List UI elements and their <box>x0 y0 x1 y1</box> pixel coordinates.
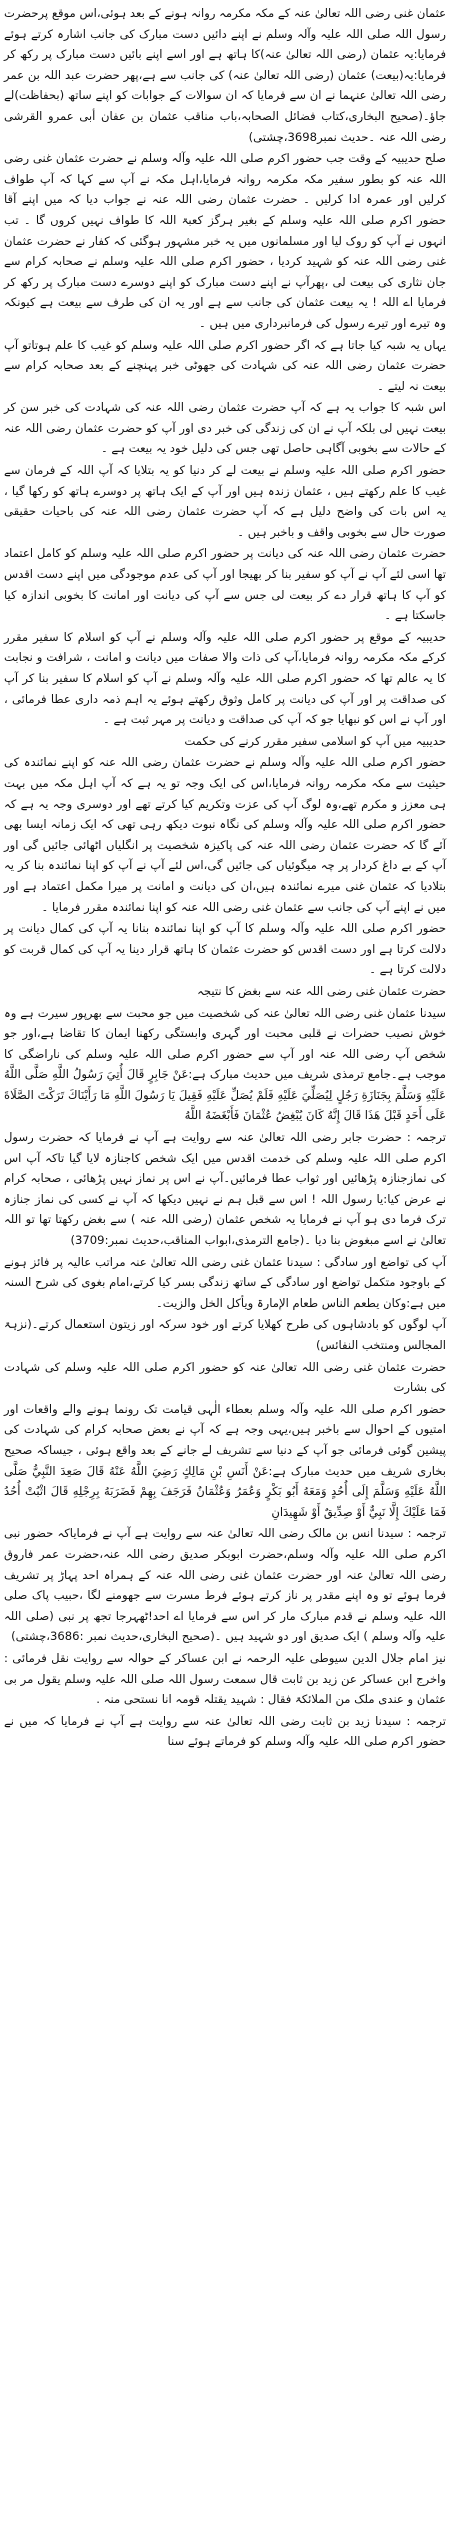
paragraph-wisdom: حضور اکرم صلی اللہ علیہ وآلہ وسلم نے حضرت عثمان رضی اللہ عنہ کو اپنے نمائندہ کی حیثیت سے مکہ مکرمہ روانہ فرمایا،اس کی ایک وجہ تو یہ ہے کہ آپ اہل مکہ میں بہت ہی معزز و مکرم تھے،وہ لوگ آپ کی عزت وتکریم کیا کرتے تھے اور دوسری وجہ یہ ہے کہ حضور اکرم صلی اللہ علیہ وآلہ وسلم کی نگاہ نبوت دیکھ رہی تھی کہ ایک زمانہ ایسا بھی آئے گا کہ حضرت عثمان رضی اللہ عنہ کی پاکیزہ شخصیت پر انگلیاں اٹھائی جائیں گی اور آپ کے بے داغ کردار پر چہ میگوئیاں کی جائیں گی،اس لئے آپ نے آپ کو اپنا نمائندہ بنا کر یہ بتلادیا کہ عثمان غنی میرے نمائندہ ہیں،ان کی دیانت و امانت پر میرا مکمل اعتماد ہے اور میں نے اپنے آپ کی جانب سے عثمان غنی رضی اللہ عنہ کو اپنا نمائندہ مقرر فرمایا ۔ <box>4 755 446 914</box>
paragraph-uhud-translation: ترجمہ : سیدنا انس بن مالک رضی اللہ تعالیٰ عنہ سے روایت ہے آپ نے فرمایاکہ حضور نبی اکرم صلی اللہ علیہ وآلہ وسلم،حضرت ابوبکر صدیق رضی اللہ عنہ،حضرت عمر فاروق رضی اللہ تعالیٰ عنہ اور حضرت عثمان غنی رضی اللہ عنہ کے ہمراہ احد پہاڑ پر تشریف فرما ہوئے تو وہ اپنے مقدر پر ناز کرتے ہوئے فرط مسرت سے جھومنے لگا ،حبیب پاک صلی اللہ علیہ وسلم نے قدم مبارک مار کر اس سے فرمایا اے احد!ٹھہرجا تجھ پر نبی (صلی اللہ علیہ وآلہ وسلم ) ایک صدیق اور دو شہید ہیں ۔(صحیح البخاری،حدیث نمبر :3686،چشتی) <box>4 1526 446 1644</box>
paragraph-humility-translation: آپ لوگوں کو بادشاہوں کی طرح کھلایا کرتے اور خود سرکہ اور زیتون استعمال کرتے۔(نزہۃ المجالس ومنتخب النفائس) <box>4 1317 446 1352</box>
heading-ambassador-wisdom: حدیبیہ میں آپ کو اسلامی سفیر مقرر کرنے کی حکمت <box>184 733 446 748</box>
paragraph-representative: حضور اکرم صلی اللہ علیہ وآلہ وسلم کا آپ کو اپنا نمائندہ بنانا یہ آپ کی کمال دیانت پر دلالت کرتا ہے اور دست اقدس کو حضرت عثمان کا ہاتھ قرار دینا یہ آپ کی کمال قربت کو دلالت کرتا ہے ۔ <box>4 921 446 977</box>
paragraph-answer: اس شبہ کا جواب یہ ہے کہ آپ حضرت عثمان رضی اللہ عنہ کی شہادت کی خبر سن کر بیعت نہیں لی بلکہ آپ نے ان کی زندگی کی خبر دی اور آپ کو حضرت عثمان رضی اللہ عنہ کے حالات سے بخوبی آگاہی حاصل تھی جس کی دلیل خود یہ بیعت ہے ۔ <box>4 400 446 456</box>
paragraph-trust: حضرت عثمان رضی اللہ عنہ کی دیانت پر حضور اکرم صلی اللہ علیہ وسلم کو کامل اعتماد تھا اسی لئے آپ نے آپ کو سفیر بنا کر بھیجا اور آپ کی عدم موجودگی میں اپنے دست اقدس کو آپ کا ہاتھ قرار دے کر بیعت لی جس سے آپ کی دیانت اور امانت کا بخوبی اندازہ کیا جاسکتا ہے ۔ <box>4 546 446 623</box>
heading-hatred-result: حضرت عثمان غنی رضی اللہ عنہ سے بغض کا نتیجہ <box>197 983 446 998</box>
paragraph-tirmidhi-translation: ترجمہ : حضرت جابر رضی اللہ تعالیٰ عنہ سے روایت ہے آپ نے فرمایا کہ حضرت رسول اکرم صلی اللہ علیہ وسلم کی خدمت اقدس میں ایک شخص کاجنازہ لایا گیا تاکہ آپ اس کی نمازجنازہ پڑھائیں اور ثواب عطا فرمائیں۔آپ نے اس پر نماز نہیں پڑھائی ، صحابہ کرام نے عرض کیا:یا رسول اللہ ! اس سے قبل ہم نے نہیں دیکھا کہ آپ نے کسی کی نماز جنازہ ترک فرما دی ہو آپ نے فرمایا یہ شخص عثمان (رضی اللہ عنہ ) سے بغض رکھتا تھا تو اللہ تعالیٰ نے اسے مبغوض بنا دیا ۔(جامع الترمذی،ابواب المناقب،حدیث نمبر:3709) <box>4 1130 446 1248</box>
paragraph-hudaibiya-bayah: صلح حدیبیہ کے وقت جب حضور اکرم صلی اللہ علیہ وآلہ وسلم نے حضرت عثمان غنی رضی اللہ عنہ کو بطور سفیر مکہ مکرمہ روانہ فرمایا،اہل مکہ نے آپ سے کہا کہ آپ طواف کرلیں اور عمرہ ادا کرلیں ۔ حضرت عثمان رضی اللہ عنہ نے جواب دیا کہ میں اپنے آقا حضور اکرم صلی اللہ علیہ وسلم کے بغیر ہرگز کعبۃ اللہ کا طواف نہیں کروں گا ۔ تب انہوں نے آپ کو روک لیا اور مسلمانوں میں یہ خبر مشہور ہوگئی کہ کفار نے حضرت عثمان غنی رضی اللہ عنہ کو شہید کردیا ، حضور اکرم صلی اللہ علیہ وسلم نے صحابہ کرام سے جان نثاری کی بیعت لی ،پھرآپ نے اپنے دست مبارک کو اپنے دوسرے دست مبارک پر رکھ کر فرمایا اے اللہ ! یہ بیعت عثمان کی جانب سے ہے اور یہ ان کی طرف سے بیعت ہے کیونکہ وہ تیرے اور تیرے رسول کی فرمانبرداری میں ہیں ۔ <box>4 151 446 330</box>
paragraph-humility: آپ کی تواضع اور سادگی : سیدنا عثمان غنی رضی اللہ تعالیٰ عنہ مراتب عالیہ پر فائز ہونے کے باوجود متکمل تواضع اور سادگی کے ساتھ زندگی بسر کیا کرتے،امام بغوی کی شرح السنہ میں ہے:وکان یطعم الناس طعام الإمارۃ ویأکل الخل والزیت۔ <box>4 1254 446 1310</box>
paragraph-hadith-bukhari-3698: عثمان غنی رضی اللہ تعالیٰ عنہ کے مکہ مکرمہ روانہ ہونے کے بعد ہوئی،اس موقع پرحضرت رسول اللہ صلی اللہ علیہ وآلہ وسلم نے اپنے دائیں دست مبارک کی جانب اشارہ کرتے ہوئے فرمایا:یہ عثمان (رضی اللہ تعالیٰ عنہ)کا ہاتھ ہے اور اسے اپنے بائیں دست مبارک پر رکھ کر فرمایا:یہ(بیعت) عثمان (رضی اللہ تعالیٰ عنہ) کی جانب سے ہے،پھر حضرت عبد اللہ بن عمر رضی اللہ تعالیٰ عنہما نے ان سے فرمایا کہ ان سوالات کے جوابات کو اپنے ساتھ (بحفاظت)لے جاؤ۔(صحیح البخاری،کتاب فضائل الصحابہ،باب مناقب عثمان بن عفان أبی عمرو القرشی رضی اللہ عنہ ۔حدیث نمبر3698،چشتی) <box>4 6 446 144</box>
heading-martyrdom-glad-tidings: حضرت عثمان غنی رضی اللہ تعالیٰ عنہ کو حضور اکرم صلی اللہ علیہ وسلم کی شہادت کی بشارت <box>4 1359 446 1395</box>
paragraph-zaid-bin-thabit: ترجمہ : سیدنا زید بن ثابت رضی اللہ تعالیٰ عنہ سے روایت ہے آپ نے فرمایا کہ میں نے حضور اکرم صلی اللہ علیہ وآلہ وسلم کو فرماتے ہوئے سنا <box>4 1713 446 1749</box>
paragraph-doubt: یہاں یہ شبہ کیا جاتا ہے کہ اگر حضور اکرم صلی اللہ علیہ وسلم کو غیب کا علم ہوتاتو آپ حضرت عثمان رضی اللہ عنہ کی شہادت کی جھوٹی خبر پہنچنے کے بعد صحابہ کرام سے بیعت نہ لیتے ۔ <box>4 337 446 393</box>
paragraph-bukhari-uhud: حضور اکرم صلی اللہ علیہ وآلہ وسلم بعطاء الٰہی قیامت تک رونما ہونے والے واقعات اور امتیوں کے احوال سے باخبر ہیں،یہی وجہ ہے کہ آپ نے بعض صحابہ کرام کی شہادت کی پیشین گوئی فرمائی جو آپ کے دنیا سے تشریف لے جانے کے بعد واقع ہوئی ، جیساکہ صحیح بخاری شریف میں حدیث مبارک ہے:عَنْ أَنَسِ بْنِ مَالِكٍ رَضِيَ اللَّهُ عَنْهُ قَالَ صَعِدَ النَّبِيُّ صَلَّى اللَّهُ عَلَيْهِ وَسَلَّمَ إِلَى أُحُدٍ وَمَعَهُ أَبُو بَكْرٍ وَعُمَرُ وَعُثْمَانُ فَرَجَفَ بِهِمْ فَضَرَبَهُ بِرِجْلِهِ قَالَ اثْبُتْ أُحُدُ فَمَا عَلَيْكَ إِلَّا نَبِيٌّ أَوْ صِدِّيقٌ أَوْ شَهِيدَانِ <box>4 1401 446 1519</box>
paragraph-ambassador: حدیبیہ کے موقع پر حضور اکرم صلی اللہ علیہ وآلہ وسلم نے آپ کو اسلام کا سفیر مقرر کرکے مکہ مکرمہ روانہ فرمایا،آپ کی ذات والا صفات میں دیانت و امانت ، شرافت و نجابت کا یہ عالم تھا کہ حضور اکرم صلی اللہ علیہ وآلہ وسلم نے آپ کو اسلام کا سفیر بنا کر آپ کی صداقت پر اور آپ کی دیانت پر کامل وثوق رکھتے ہوئے یہ اہم ذمہ داری عطا فرمائی ، اور آپ نے اس کو نبھایا جو کہ آپ کی صداقت و دیانت پر مہر ثبت ہے ۔ <box>4 629 446 727</box>
paragraph-knowledge: حضور اکرم صلی اللہ علیہ وسلم نے بیعت لے کر دنیا کو یہ بتلایا کہ آپ اللہ کے فرمان سے غیب کا علم رکھتے ہیں ، عثمان زندہ ہیں اور آپ کے ایک ہاتھ پر دوسرے ہاتھ کو رکھا گیا ، یہ اس بات کی واضح دلیل ہے کہ آپ حضرت عثمان رضی اللہ عنہ کی باحیات حقیقی صورت حال سے بخوبی واقف و باخبر ہیں ۔ <box>4 463 446 539</box>
paragraph-ibn-asakir: نیز امام جلال الدین سیوطی علیہ الرحمہ نے ابن عساکر کے حوالہ سے روایت نقل فرمائی : واخرج ابن عساکر عن زید بن ثابت قال سمعت رسول اللہ صلی اللہ علیہ وسلم یقول مر بی عثمان و عندی ملک من الملائکۃ فقال : شہید یقتلہ قومہ انا نستحی منہ . <box>4 1650 446 1707</box>
paragraph-tirmidhi-hadith: سیدنا عثمان غنی رضی اللہ تعالیٰ عنہ کی شخصیت میں جو محبت سے بھرپور سیرت ہے وہ خوش نصیب حضرات نے قلبی محبت اور گہری وابستگی رکھنا ایمان کا تقاضا ہے،اور جو شخص آپ رضی اللہ عنہ اور آپ سے حضور اکرم صلی اللہ علیہ وسلم کی ناراضگی کا موجب ہے۔جامع ترمذی شریف میں حدیث مبارک ہے:عَنْ جَابِرٍ قَالَ أُتِيَ رَسُولُ اللَّهِ صَلَّى اللَّهُ عَلَيْهِ وَسَلَّمَ بِجَنَازَةِ رَجُلٍ لِيُصَلِّيَ عَلَيْهِ فَلَمْ يُصَلِّ عَلَيْهِ فَقِيلَ يَا رَسُولَ اللَّهِ مَا رَأَيْنَاكَ تَرَكْتَ الصَّلَاةَ عَلَى أَحَدٍ قَبْلَ هَذَا قَالَ إِنَّهُ كَانَ يُبْغِضُ عُثْمَانَ فَأَبْغَضَهُ اللَّهُ <box>4 1005 446 1123</box>
